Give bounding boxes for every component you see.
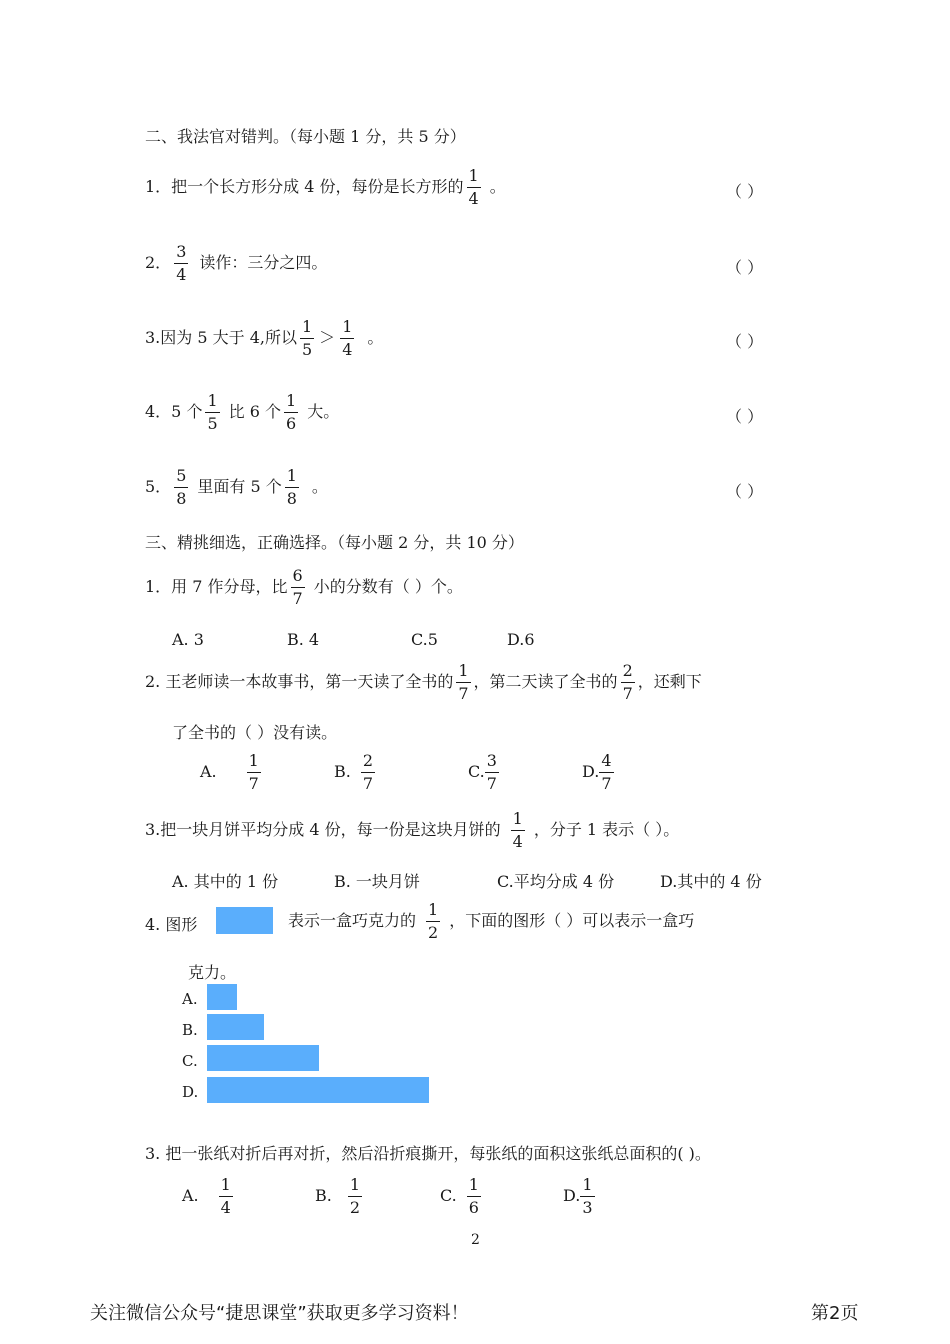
fraction: $\frac{2}{7}$ xyxy=(362,750,374,793)
option-c[interactable]: C.5 xyxy=(411,630,438,649)
option-c[interactable]: C.平均分成 4 份 xyxy=(497,872,615,891)
option-a-bar[interactable] xyxy=(207,984,237,1010)
fraction: $\frac{1}{6}$ xyxy=(286,390,297,433)
fraction: $\frac{1}{2}$ xyxy=(428,899,439,942)
option-b[interactable]: B. $\frac{1}{2}$ xyxy=(315,1174,361,1217)
option-c-bar[interactable] xyxy=(207,1045,319,1071)
fraction: $\frac{1}{2}$ xyxy=(349,1174,361,1217)
footer-page: 第2页 xyxy=(811,1303,859,1324)
fraction: $\frac{1}{5}$ xyxy=(301,316,313,359)
judge-question-2: 2． $\frac{3}{4}$ 读作：三分之四。 xyxy=(145,241,328,284)
option-c[interactable]: C. $\frac{3}{7}$ xyxy=(468,750,497,793)
judge-question-3: 3.因为 5 大于 4,所以 $\frac{1}{5}$ ＞ $\frac{1}{4}$ 。 xyxy=(145,316,384,359)
judge-question-1: 1．把一个长方形分成 4 份，每份是长方形的 $\frac{1}{4}$ 。 xyxy=(145,165,506,208)
answer-blank[interactable]: （ ） xyxy=(726,332,764,351)
fraction: $\frac{1}{6}$ xyxy=(468,1174,479,1217)
option-a[interactable]: A. 其中的 1 份 xyxy=(172,872,279,891)
option-b[interactable]: B. $\frac{2}{7}$ xyxy=(334,750,374,793)
fraction: $\frac{1}{4}$ xyxy=(512,808,523,851)
choice-question-1: 1．用 7 作分母，比 $\frac{6}{7}$ 小的分数有（ ）个。 xyxy=(145,565,463,608)
option-d[interactable]: D.6 xyxy=(507,630,535,649)
answer-blank[interactable]: （ ） xyxy=(726,407,764,426)
option-b[interactable]: B. 一块月饼 xyxy=(334,872,420,891)
section2-heading: 二、我法官对错判。（每小题 1 分，共 5 分） xyxy=(145,127,466,146)
fraction: $\frac{1}{8}$ xyxy=(286,465,297,508)
fraction: $\frac{4}{7}$ xyxy=(601,750,612,793)
fraction: $\frac{1}{3}$ xyxy=(582,1174,593,1217)
option-b-bar[interactable] xyxy=(207,1014,264,1040)
option-d[interactable]: D.其中的 4 份 xyxy=(660,872,762,891)
answer-blank[interactable]: （ ） xyxy=(726,482,764,501)
fraction: $\frac{1}{7}$ xyxy=(248,750,259,793)
fraction: $\frac{1}{4}$ xyxy=(468,165,479,208)
question-4-prefix: 4. 图形 xyxy=(145,915,198,934)
fraction: $\frac{5}{8}$ xyxy=(176,465,187,508)
choice-question-2: 2. 王老师读一本故事书，第一天读了全书的 $\frac{1}{7}$ ，第二天读了全书的 $\frac{2}{7}$ ，还剩下 xyxy=(145,660,702,703)
choice-question-3: 3.把一块月饼平均分成 4 份，每一份是这块月饼的 $\frac{1}{4}$ ，分子 1 表示（ ）。 xyxy=(145,808,680,851)
judge-question-4: 4．5 个 $\frac{1}{5}$ 比 6 个 $\frac{1}{6}$ 大。 xyxy=(145,390,340,433)
choice-question-4: 表示一盒巧克力的 $\frac{1}{2}$ ，下面的图形（ ）可以表示一盒巧 xyxy=(288,899,695,942)
fraction: $\frac{1}{4}$ xyxy=(342,316,353,359)
choice-question-5: 3. 把一张纸对折后再对折，然后沿折痕撕开，每张纸的面积这张纸总面积的( )。 xyxy=(145,1144,711,1163)
fraction: $\frac{3}{7}$ xyxy=(486,750,497,793)
question-line-2: 了全书的（ ）没有读。 xyxy=(172,723,338,742)
reference-shape xyxy=(216,907,273,934)
question-line-2: 克力。 xyxy=(188,963,237,982)
option-c-label[interactable]: C. xyxy=(182,1052,198,1070)
fraction: $\frac{6}{7}$ xyxy=(292,565,303,608)
judge-question-5: 5． $\frac{5}{8}$ 里面有 5 个 $\frac{1}{8}$ 。 xyxy=(145,465,328,508)
section3-heading: 三、精挑细选，正确选择。（每小题 2 分，共 10 分） xyxy=(145,533,524,552)
fraction: $\frac{1}{7}$ xyxy=(458,660,469,703)
page-number: 2 xyxy=(471,1232,480,1248)
option-d[interactable]: D. $\frac{1}{3}$ xyxy=(563,1174,593,1217)
option-d-label[interactable]: D. xyxy=(182,1083,199,1101)
fraction: $\frac{3}{4}$ xyxy=(176,241,187,284)
option-a[interactable]: A. 3 xyxy=(172,630,204,649)
answer-blank[interactable]: （ ） xyxy=(726,182,764,201)
answer-blank[interactable]: （ ） xyxy=(726,258,764,277)
fraction: $\frac{1}{5}$ xyxy=(207,390,218,433)
option-a[interactable]: A. $\frac{1}{4}$ xyxy=(182,1174,231,1217)
footer-note: 关注微信公众号“捷思课堂”获取更多学习资料！ xyxy=(90,1303,469,1324)
fraction: $\frac{2}{7}$ xyxy=(622,660,633,703)
fraction: $\frac{1}{4}$ xyxy=(220,1174,231,1217)
option-c[interactable]: C. $\frac{1}{6}$ xyxy=(440,1174,479,1217)
option-b[interactable]: B. 4 xyxy=(287,630,320,649)
option-a-label[interactable]: A. xyxy=(182,990,198,1008)
option-b-label[interactable]: B. xyxy=(182,1021,198,1039)
option-d-bar[interactable] xyxy=(207,1077,429,1103)
option-a[interactable]: A. $\frac{1}{7}$ xyxy=(200,750,259,793)
option-d[interactable]: D. $\frac{4}{7}$ xyxy=(582,750,612,793)
